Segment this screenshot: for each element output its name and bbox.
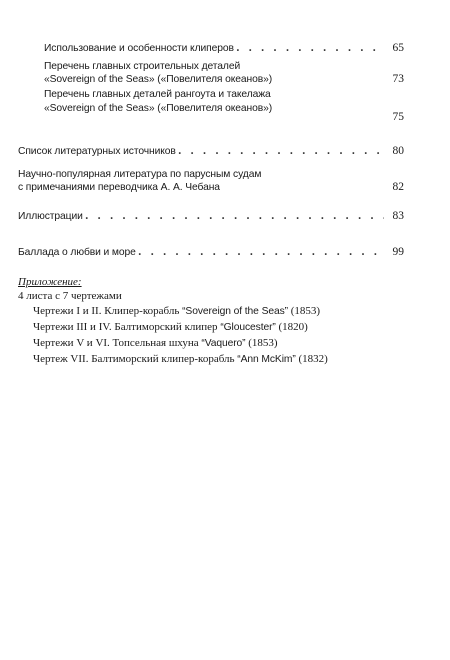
toc-entry-title-line1: Перечень главных деталей рангоута и такелажа	[44, 89, 271, 100]
toc-entry-clippers-usage	[44, 40, 404, 55]
toc-entry-illustrations	[18, 208, 404, 223]
drawing-label: Чертежи III и IV. Балтиморский клипер	[33, 321, 218, 333]
drawing-label: Чертежи I и II. Клипер-корабль	[33, 305, 180, 317]
ship-year: (1820)	[278, 321, 308, 333]
toc-entry-title-line2: с примечаниями переводчика А. А. Чебана	[18, 182, 220, 193]
ship-year: (1832)	[298, 353, 328, 365]
toc-entry-ballad	[18, 244, 404, 259]
toc-entry-construction-parts	[44, 60, 404, 86]
toc-page-number: 99	[392, 246, 404, 258]
ship-year: (1853)	[248, 337, 278, 349]
appendix-heading: Приложение:	[18, 276, 82, 288]
toc-entry-title: Список литературных источников	[18, 146, 176, 157]
toc-page-number: 75	[392, 111, 404, 123]
leader-dots	[85, 208, 384, 221]
toc-entry-references	[18, 143, 404, 158]
toc-page-number: 80	[392, 145, 404, 157]
toc-entry-title: Баллада о любви и море	[18, 247, 136, 258]
ship-year: (1853)	[290, 305, 321, 317]
leader-dots	[138, 244, 384, 257]
toc-entry-popular-literature	[18, 168, 404, 194]
appendix-drawing-item	[33, 337, 278, 350]
toc-entry-rigging-parts	[44, 88, 404, 123]
toc-entry-title: Иллюстрации	[18, 211, 83, 222]
toc-page-number: 65	[392, 42, 404, 54]
leader-dots	[236, 40, 384, 53]
appendix-drawing-item	[33, 321, 308, 334]
toc-page-number: 83	[392, 210, 404, 222]
drawing-label: Чертежи V и VI. Топсельная шхуна	[33, 337, 199, 349]
toc-entry-title-line1: Научно-популярная литература по парусным судам	[18, 169, 262, 180]
toc-page-number: 82	[392, 181, 404, 193]
toc-entry-title: Использование и особенности клиперов	[44, 43, 234, 54]
ship-name: “Vaquero”	[201, 338, 246, 349]
ship-name: “Sovereign of the Seas”	[182, 306, 288, 317]
ship-name: “Ann McKim”	[237, 354, 296, 365]
toc-entry-title-line1: Перечень главных строительных деталей	[44, 61, 241, 72]
toc-page-number: 73	[392, 73, 404, 85]
appendix-drawing-item	[33, 305, 320, 318]
toc-entry-title-line2: «Sovereign of the Seas» («Повелителя океанов»)	[44, 74, 273, 85]
toc-entry-title-line2: «Sovereign of the Seas» («Повелителя океанов»)	[44, 103, 273, 114]
leader-dots	[178, 143, 384, 156]
appendix-sheets-count: 4 листа с 7 чертежами	[18, 290, 122, 302]
drawing-label: Чертеж VII. Балтиморский клипер-корабль	[33, 353, 235, 365]
appendix-drawing-item	[33, 353, 328, 366]
ship-name: “Gloucester”	[220, 322, 276, 333]
